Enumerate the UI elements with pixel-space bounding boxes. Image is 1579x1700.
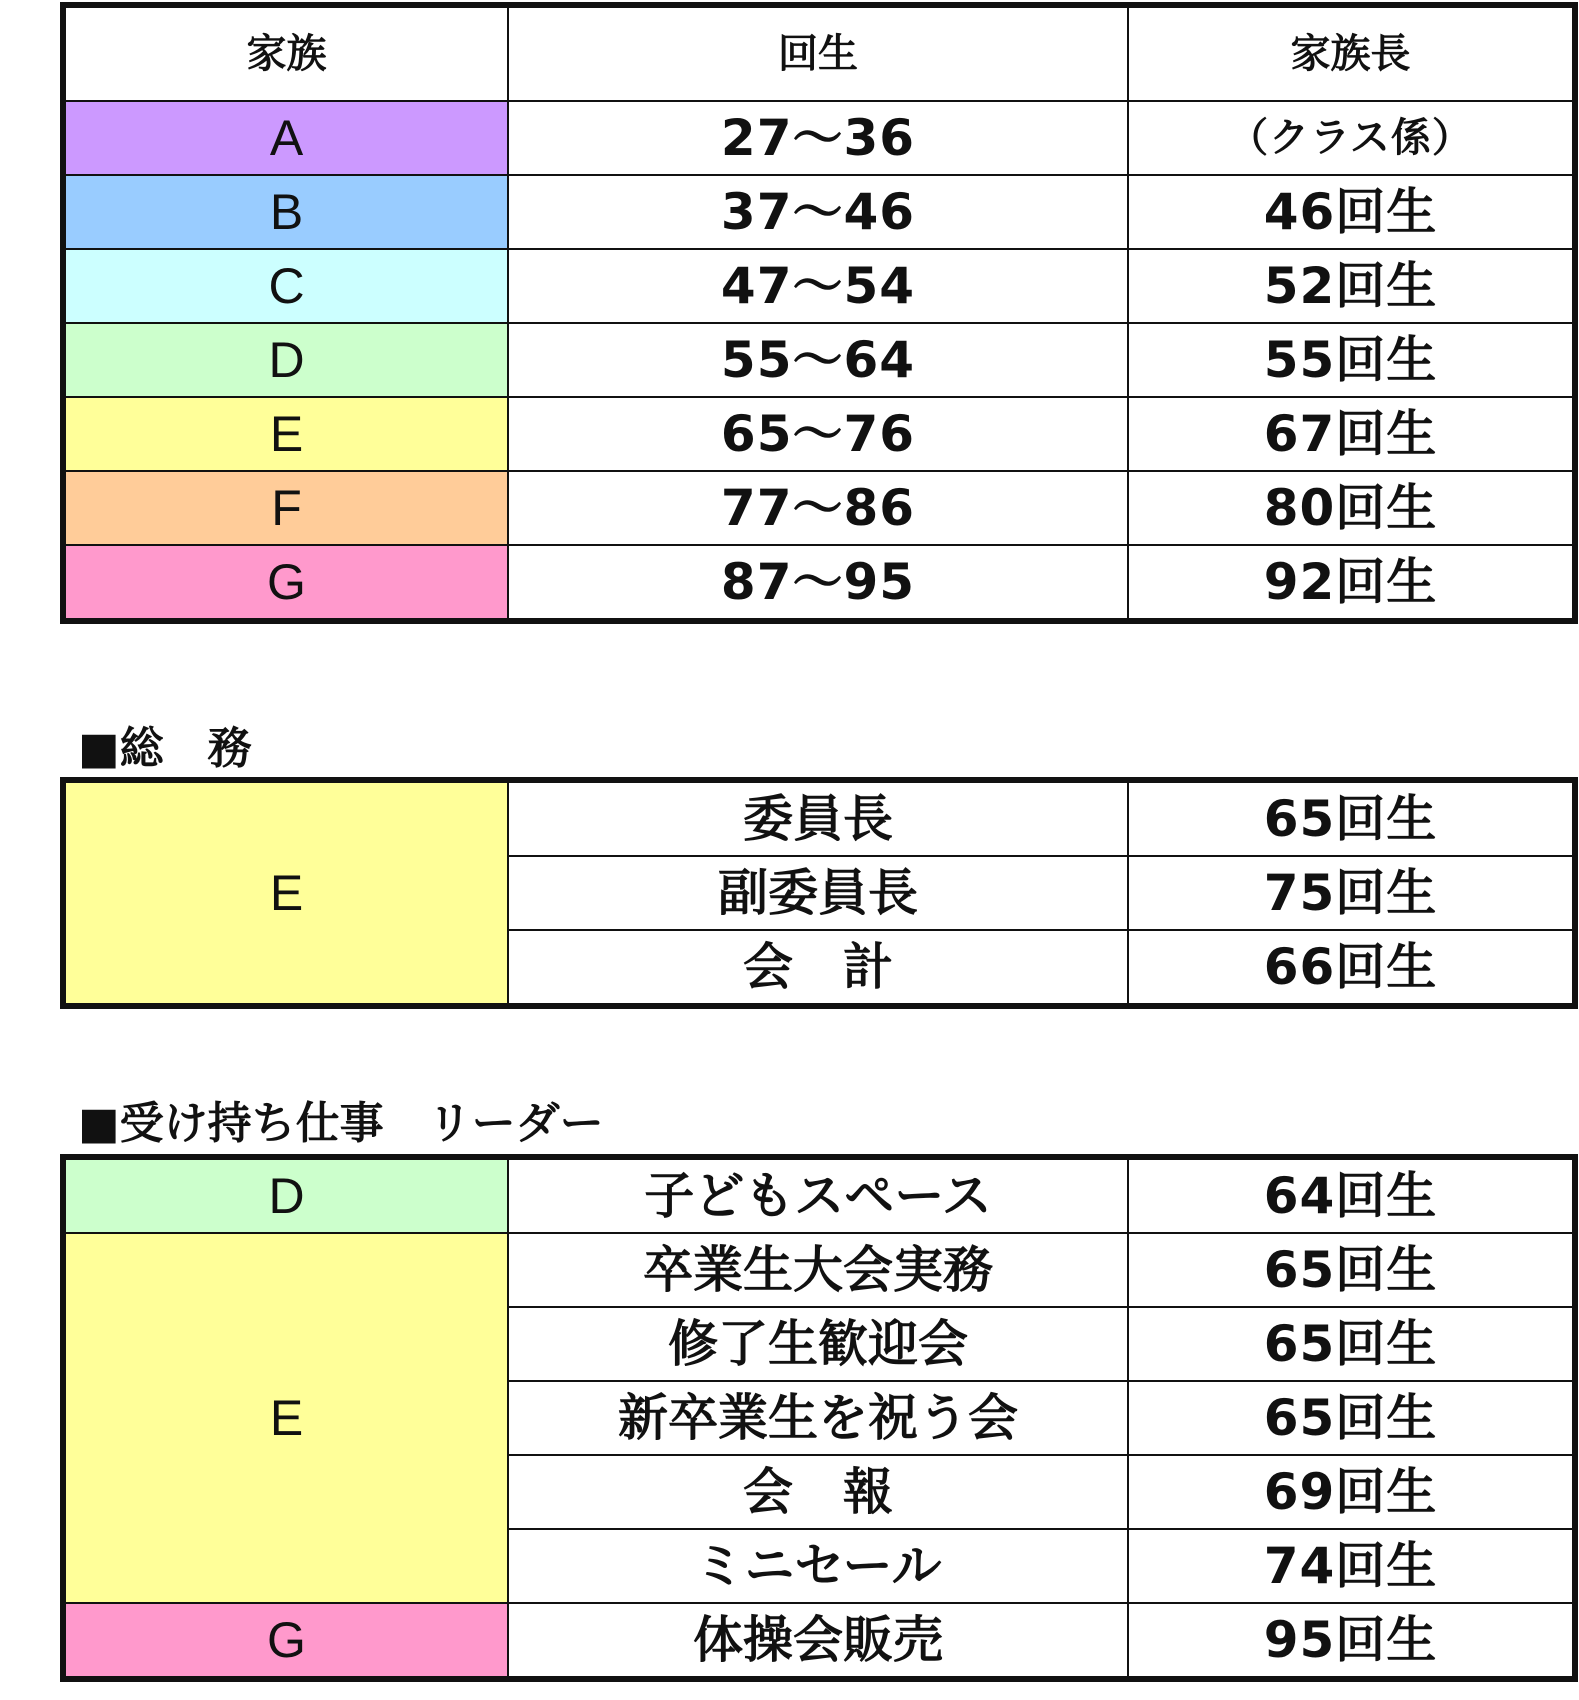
family-cell: E bbox=[63, 1233, 508, 1603]
family-cell: F bbox=[63, 471, 508, 545]
class-range-cell: 77～86 bbox=[508, 471, 1128, 545]
class-range-cell: 27～36 bbox=[508, 101, 1128, 175]
class-range-cell: 47～54 bbox=[508, 249, 1128, 323]
family-cell: G bbox=[63, 1603, 508, 1679]
table-row bbox=[63, 1157, 1575, 1233]
table-row bbox=[63, 1603, 1575, 1679]
family-cell: A bbox=[63, 101, 508, 175]
leader-cell: （クラス係） bbox=[1128, 101, 1575, 175]
role-cell: 修了生歓迎会 bbox=[508, 1307, 1128, 1381]
class-range-cell: 87～95 bbox=[508, 545, 1128, 621]
leader-cell: 66回生 bbox=[1128, 930, 1575, 1006]
table-row bbox=[63, 323, 1575, 397]
family-cell: B bbox=[63, 175, 508, 249]
family-cell: E bbox=[63, 780, 508, 1006]
family-table-header-row bbox=[63, 5, 1575, 101]
leader-cell: 75回生 bbox=[1128, 856, 1575, 930]
role-cell: 新卒業生を祝う会 bbox=[508, 1381, 1128, 1455]
leader-cell: 80回生 bbox=[1128, 471, 1575, 545]
class-range-cell: 55～64 bbox=[508, 323, 1128, 397]
role-cell: 委員長 bbox=[508, 780, 1128, 856]
role-cell: 卒業生大会実務 bbox=[508, 1233, 1128, 1307]
family-cell: C bbox=[63, 249, 508, 323]
leader-cell: 95回生 bbox=[1128, 1603, 1575, 1679]
role-cell: 体操会販売 bbox=[508, 1603, 1128, 1679]
table-row bbox=[63, 1233, 1575, 1307]
leader-cell: 46回生 bbox=[1128, 175, 1575, 249]
leader-cell: 69回生 bbox=[1128, 1455, 1575, 1529]
header-family: 家族 bbox=[63, 5, 508, 101]
leader-cell: 65回生 bbox=[1128, 1233, 1575, 1307]
general-affairs-table bbox=[60, 777, 1578, 1009]
family-cell: G bbox=[63, 545, 508, 621]
leader-cell: 65回生 bbox=[1128, 1381, 1575, 1455]
header-family-leader: 家族長 bbox=[1128, 5, 1575, 101]
table-row bbox=[63, 175, 1575, 249]
leader-cell: 64回生 bbox=[1128, 1157, 1575, 1233]
leader-cell: 67回生 bbox=[1128, 397, 1575, 471]
leader-cell: 74回生 bbox=[1128, 1529, 1575, 1603]
table-row bbox=[63, 101, 1575, 175]
duties-table bbox=[60, 1154, 1578, 1682]
family-cell: E bbox=[63, 397, 508, 471]
table-row bbox=[63, 397, 1575, 471]
duties-title: ■受け持ち仕事 リーダー bbox=[78, 1098, 604, 1149]
role-cell: ミニセール bbox=[508, 1529, 1128, 1603]
family-table bbox=[60, 2, 1578, 624]
general-affairs-title: ■総 務 bbox=[78, 723, 252, 774]
family-cell: D bbox=[63, 1157, 508, 1233]
table-row bbox=[63, 780, 1575, 856]
leader-cell: 65回生 bbox=[1128, 1307, 1575, 1381]
family-cell: D bbox=[63, 323, 508, 397]
leader-cell: 52回生 bbox=[1128, 249, 1575, 323]
role-cell: 会 計 bbox=[508, 930, 1128, 1006]
class-range-cell: 37～46 bbox=[508, 175, 1128, 249]
leader-cell: 65回生 bbox=[1128, 780, 1575, 856]
class-range-cell: 65～76 bbox=[508, 397, 1128, 471]
table-row bbox=[63, 545, 1575, 621]
leader-cell: 92回生 bbox=[1128, 545, 1575, 621]
leader-cell: 55回生 bbox=[1128, 323, 1575, 397]
role-cell: 子どもスペース bbox=[508, 1157, 1128, 1233]
role-cell: 会 報 bbox=[508, 1455, 1128, 1529]
table-row bbox=[63, 471, 1575, 545]
table-row bbox=[63, 249, 1575, 323]
role-cell: 副委員長 bbox=[508, 856, 1128, 930]
header-class-year: 回生 bbox=[508, 5, 1128, 101]
